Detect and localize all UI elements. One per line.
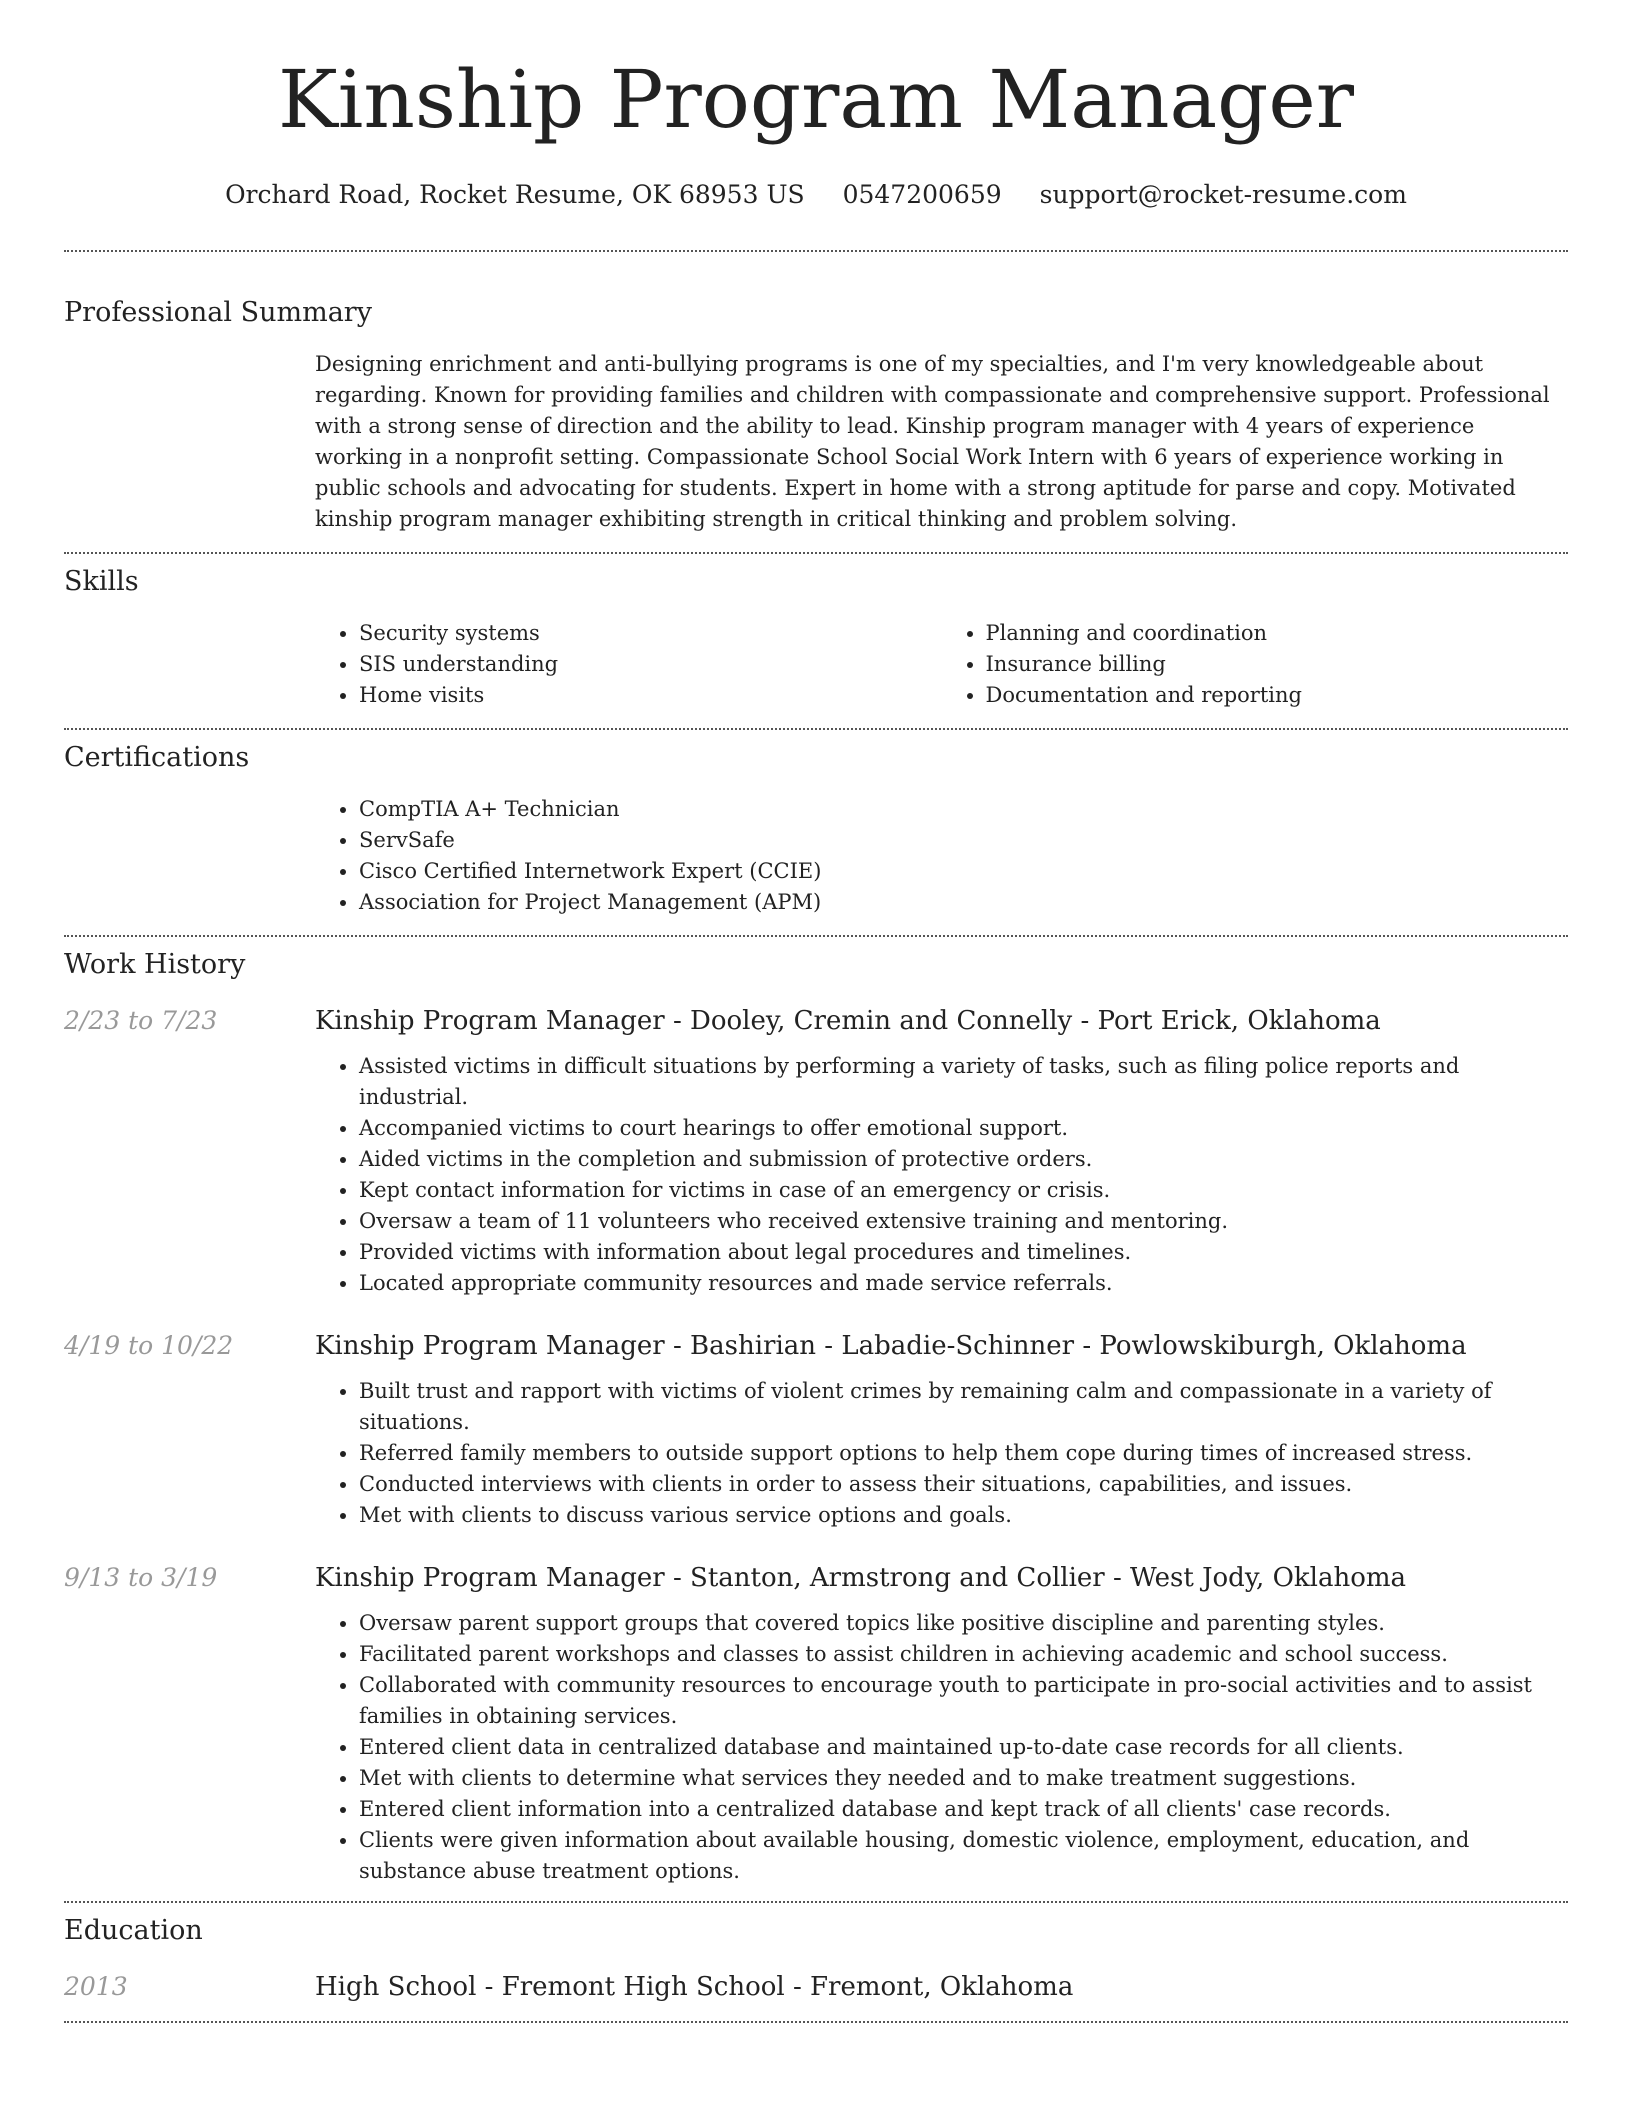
skills-left-list (315, 618, 942, 711)
contact-line (64, 178, 1568, 212)
skills-section (64, 554, 1568, 728)
duty-item: • Located appropriate community resources and made service referrals. (359, 1268, 1568, 1299)
skill-item: • SIS understanding (359, 649, 942, 680)
skills-title: Skills (64, 566, 139, 597)
skills-grid (315, 618, 1568, 728)
summary-text: Designing enrichment and anti-bullying programs is one of my specialties, and I'm very knowledgeable about regarding. Known for providing families and children with compassionate and comprehensive support. Professional with a strong sense of direction and the ability to lead. Kinship program manager with 4 years of experience working in a nonprofit setting. Compassionate School Social Work Intern with 6 years of experience working in public schools and advocating for students. Expert in home with a strong aptitude for parse and copy. Motivated kinship program manager exhibiting strength in critical thinking and problem solving. (315, 352, 1550, 531)
contact-address: Orchard Road, Rocket Resume, OK 68953 US (225, 180, 805, 209)
duty-item: • Referred family members to outside support options to help them cope during times of increased stress. (359, 1438, 1568, 1469)
duty-item: • Conducted interviews with clients in order to assess their situations, capabilities, and issues. (359, 1469, 1568, 1500)
job-header (64, 1561, 1568, 1595)
skill-item: • Home visits (359, 680, 942, 711)
job-header (64, 1004, 1568, 1038)
job-duties-list (315, 1051, 1568, 1299)
duty-item: • Aided victims in the completion and submission of protective orders. (359, 1144, 1568, 1175)
contact-phone: 0547200659 (842, 180, 1002, 209)
resume-name: Kinship Program Manager (278, 53, 1354, 146)
certifications-section (64, 730, 1568, 935)
job-title: Kinship Program Manager - Dooley, Cremin and Connelly - Port Erick, Oklahoma (315, 1006, 1381, 1036)
job-duties-list (315, 1608, 1568, 1887)
duty-item: • Kept contact information for victims in case of an emergency or crisis. (359, 1175, 1568, 1206)
duty-item: • Assisted victims in difficult situations by performing a variety of tasks, such as filing police reports and industrial. (359, 1051, 1568, 1113)
job-duties (315, 1376, 1568, 1531)
job-duties-list (315, 1376, 1568, 1531)
certifications-list (315, 794, 1568, 918)
duty-item: • Facilitated parent workshops and classes to assist children in achieving academic and school success. (359, 1639, 1568, 1670)
job-entry (64, 1329, 1568, 1531)
summary-title: Professional Summary (64, 297, 372, 328)
job-title: Kinship Program Manager - Bashirian - Labadie-Schinner - Powlowskiburgh, Oklahoma (315, 1331, 1467, 1361)
skill-item: • Security systems (359, 618, 942, 649)
summary-section (64, 252, 1568, 552)
duty-item: • Oversaw parent support groups that covered topics like positive discipline and parenting styles. (359, 1608, 1568, 1639)
job-header (64, 1329, 1568, 1363)
work-title: Work History (64, 949, 246, 980)
divider (64, 2021, 1568, 2023)
duty-item: • Built trust and rapport with victims of violent crimes by remaining calm and compassionate in a variety of situations. (359, 1376, 1568, 1438)
skills-right-list (942, 618, 1569, 711)
job-title: Kinship Program Manager - Stanton, Armstrong and Collier - West Jody, Oklahoma (315, 1563, 1407, 1593)
skill-item: • Documentation and reporting (986, 680, 1569, 711)
work-section (64, 937, 1568, 1901)
education-title-line: High School - Fremont High School - Fremont, Oklahoma (315, 1972, 1074, 2002)
duty-item: • Entered client information into a centralized database and kept track of all clients' case records. (359, 1794, 1568, 1825)
duty-item: • Met with clients to determine what services they needed and to make treatment suggestions. (359, 1763, 1568, 1794)
certification-item: • ServSafe (359, 825, 1568, 856)
duty-item: • Clients were given information about available housing, domestic violence, employment, education, and substance abuse treatment options. (359, 1825, 1568, 1887)
job-duties (315, 1608, 1568, 1901)
job-dates: 2/23 to 7/23 (64, 1006, 218, 1035)
skill-item: • Planning and coordination (986, 618, 1569, 649)
skill-item: • Insurance billing (986, 649, 1569, 680)
duty-item: • Met with clients to discuss various service options and goals. (359, 1500, 1568, 1531)
job-entry (64, 1561, 1568, 1901)
certification-item: • Association for Project Management (APM) (359, 887, 1568, 918)
certification-item: • Cisco Certified Internetwork Expert (CCIE) (359, 856, 1568, 887)
job-dates: 9/13 to 3/19 (64, 1563, 218, 1592)
certifications-content (315, 794, 1568, 935)
duty-item: • Collaborated with community resources to encourage youth to participate in pro-social activities and to assist families in obtaining services. (359, 1670, 1568, 1732)
certification-item: • CompTIA A+ Technician (359, 794, 1568, 825)
job-entry (64, 1004, 1568, 1299)
education-entry (64, 1970, 1568, 2021)
contact-email: support@rocket-resume.com (1039, 180, 1407, 209)
duty-item: • Entered client data in centralized database and maintained up-to-date case records for all clients. (359, 1732, 1568, 1763)
duty-item: • Provided victims with information about legal procedures and timelines. (359, 1237, 1568, 1268)
education-dates: 2013 (64, 1972, 128, 2001)
education-section (64, 1903, 1568, 2021)
job-dates: 4/19 to 10/22 (64, 1331, 234, 1360)
duty-item: • Oversaw a team of 11 volunteers who received extensive training and mentoring. (359, 1206, 1568, 1237)
job-duties (315, 1051, 1568, 1299)
certifications-title: Certifications (64, 742, 250, 773)
education-title: Education (64, 1915, 203, 1946)
duty-item: • Accompanied victims to court hearings to offer emotional support. (359, 1113, 1568, 1144)
